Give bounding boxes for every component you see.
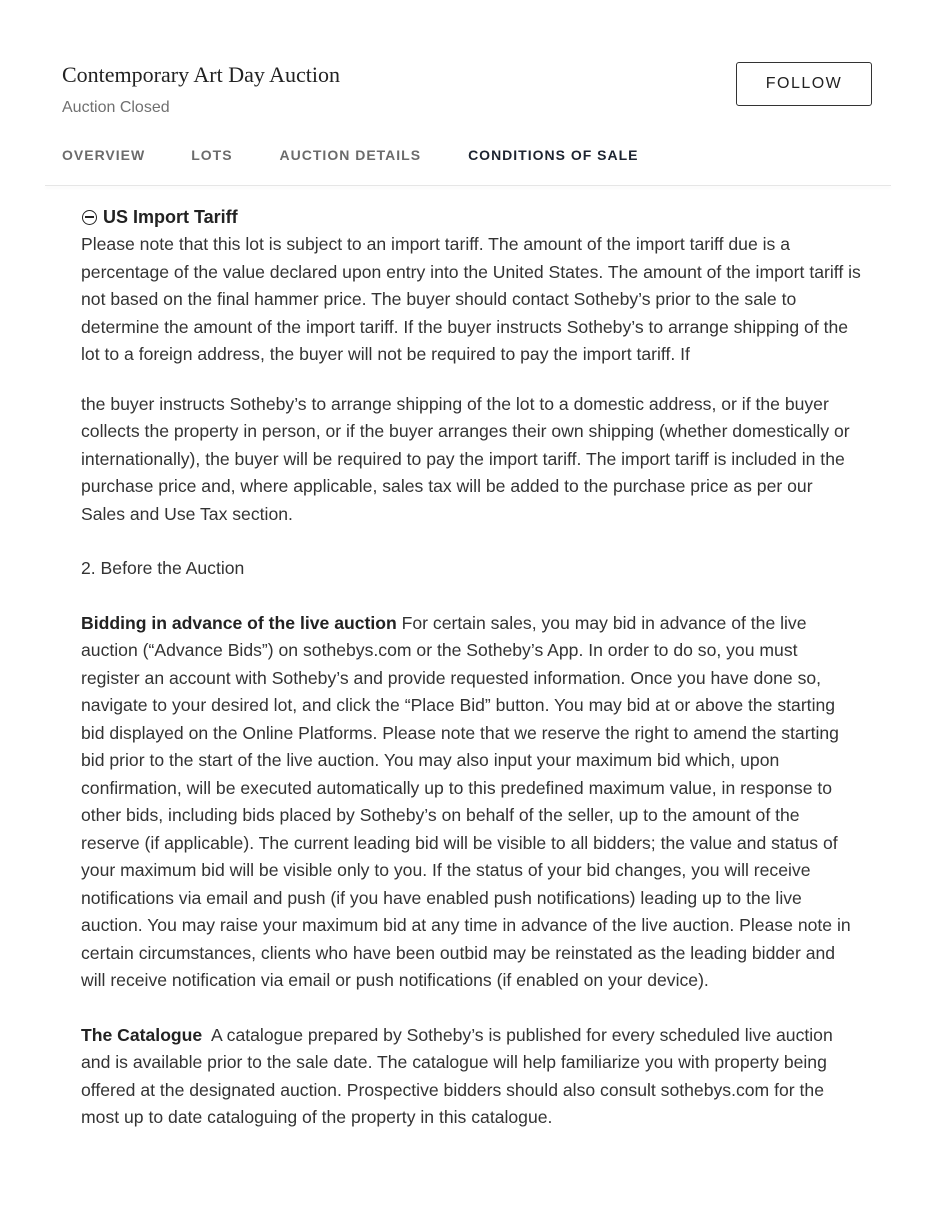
- circle-minus-icon: [82, 210, 97, 225]
- tariff-paragraph-2: the buyer instructs Sotheby’s to arrange shipping of the lot to a domestic address, or if the buyer collects the property in person, or if the buyer arranges their own shipping (whether domestically or internationally), the buyer will be required to pay the import tariff. The import tariff is included in the purchase price and, where applicable, sales tax will be added to the purchase price as per our Sales and Use Tax section.: [81, 393, 850, 524]
- bidding-text: For certain sales, you may bid in advance of the live auction (“Advance Bids”) on sothebys.com or the Sotheby’s App. In order to do so, you must register an account with Sotheby’s and provide requested information. Once you have done so, navigate to your desired lot, and click the “Place Bid” button. You may bid at or above the starting bid displayed on the Online Platforms. Please note that we reserve the right to amend the starting bid prior to the start of the live auction. You may also input your maximum bid which, upon confirmation, will be executed automatically up to this predefined maximum value, in response to other bids, including bids placed by Sotheby’s on behalf of the seller, up to the amount of the reserve (if applicable). The current leading bid will be visible to all bidders; the value and status of your maximum bid will be visible only to you. If the status of your bid changes, you will receive notifications via email and push (if you have enabled push notifications) leading up to the live auction. You may raise your maximum bid at any time in advance of the live auction. Please note in certain circumstances, clients who have been outbid may be reinstated as the leading bidder and will receive notification via email or push notifications (if enabled on your device).: [81, 612, 851, 990]
- tariff-heading: [81, 205, 861, 229]
- tab-auction-details[interactable]: AUCTION DETAILS: [279, 147, 422, 163]
- tariff-heading-text: US Import Tariff: [103, 207, 238, 227]
- tariff-paragraph-1: Please note that this lot is subject to an import tariff. The amount of the import tariff due is a percentage of the value declared upon entry into the United States. The amount of the import tariff is not based on the final hammer price. The buyer should contact Sotheby’s prior to the sale to determine the amount of the import tariff. If the buyer instructs Sotheby’s to arrange shipping of the lot to a foreign address, the buyer will not be required to pay the import tariff. If: [81, 234, 861, 364]
- auction-title: Contemporary Art Day Auction: [62, 62, 341, 87]
- auction-tabs: [62, 146, 639, 170]
- follow-button[interactable]: FOLLOW: [736, 62, 872, 106]
- tab-overview[interactable]: OVERVIEW: [62, 147, 146, 163]
- tab-conditions-of-sale[interactable]: CONDITIONS OF SALE: [468, 147, 639, 163]
- section-heading: 2. Before the Auction: [81, 558, 245, 578]
- bidding-paragraph: [81, 610, 861, 995]
- auction-header: [0, 0, 934, 186]
- bidding-lead: Bidding in advance of the live auction: [81, 612, 397, 633]
- header-divider: [45, 185, 891, 186]
- tab-lots[interactable]: LOTS: [191, 147, 233, 163]
- catalogue-text: A catalogue prepared by Sotheby’s is published for every scheduled live auction and is available prior to the sale date. The catalogue will help familiarize you with property being offered at the designated auction. Prospective bidders should also consult sothebys.com for the most up to date cataloguing of the property in this catalogue.: [81, 1024, 838, 1127]
- catalogue-lead: The Catalogue: [81, 1024, 203, 1045]
- catalogue-paragraph: [81, 1022, 861, 1132]
- conditions-content: [81, 205, 861, 1132]
- auction-status: Auction Closed: [62, 99, 170, 116]
